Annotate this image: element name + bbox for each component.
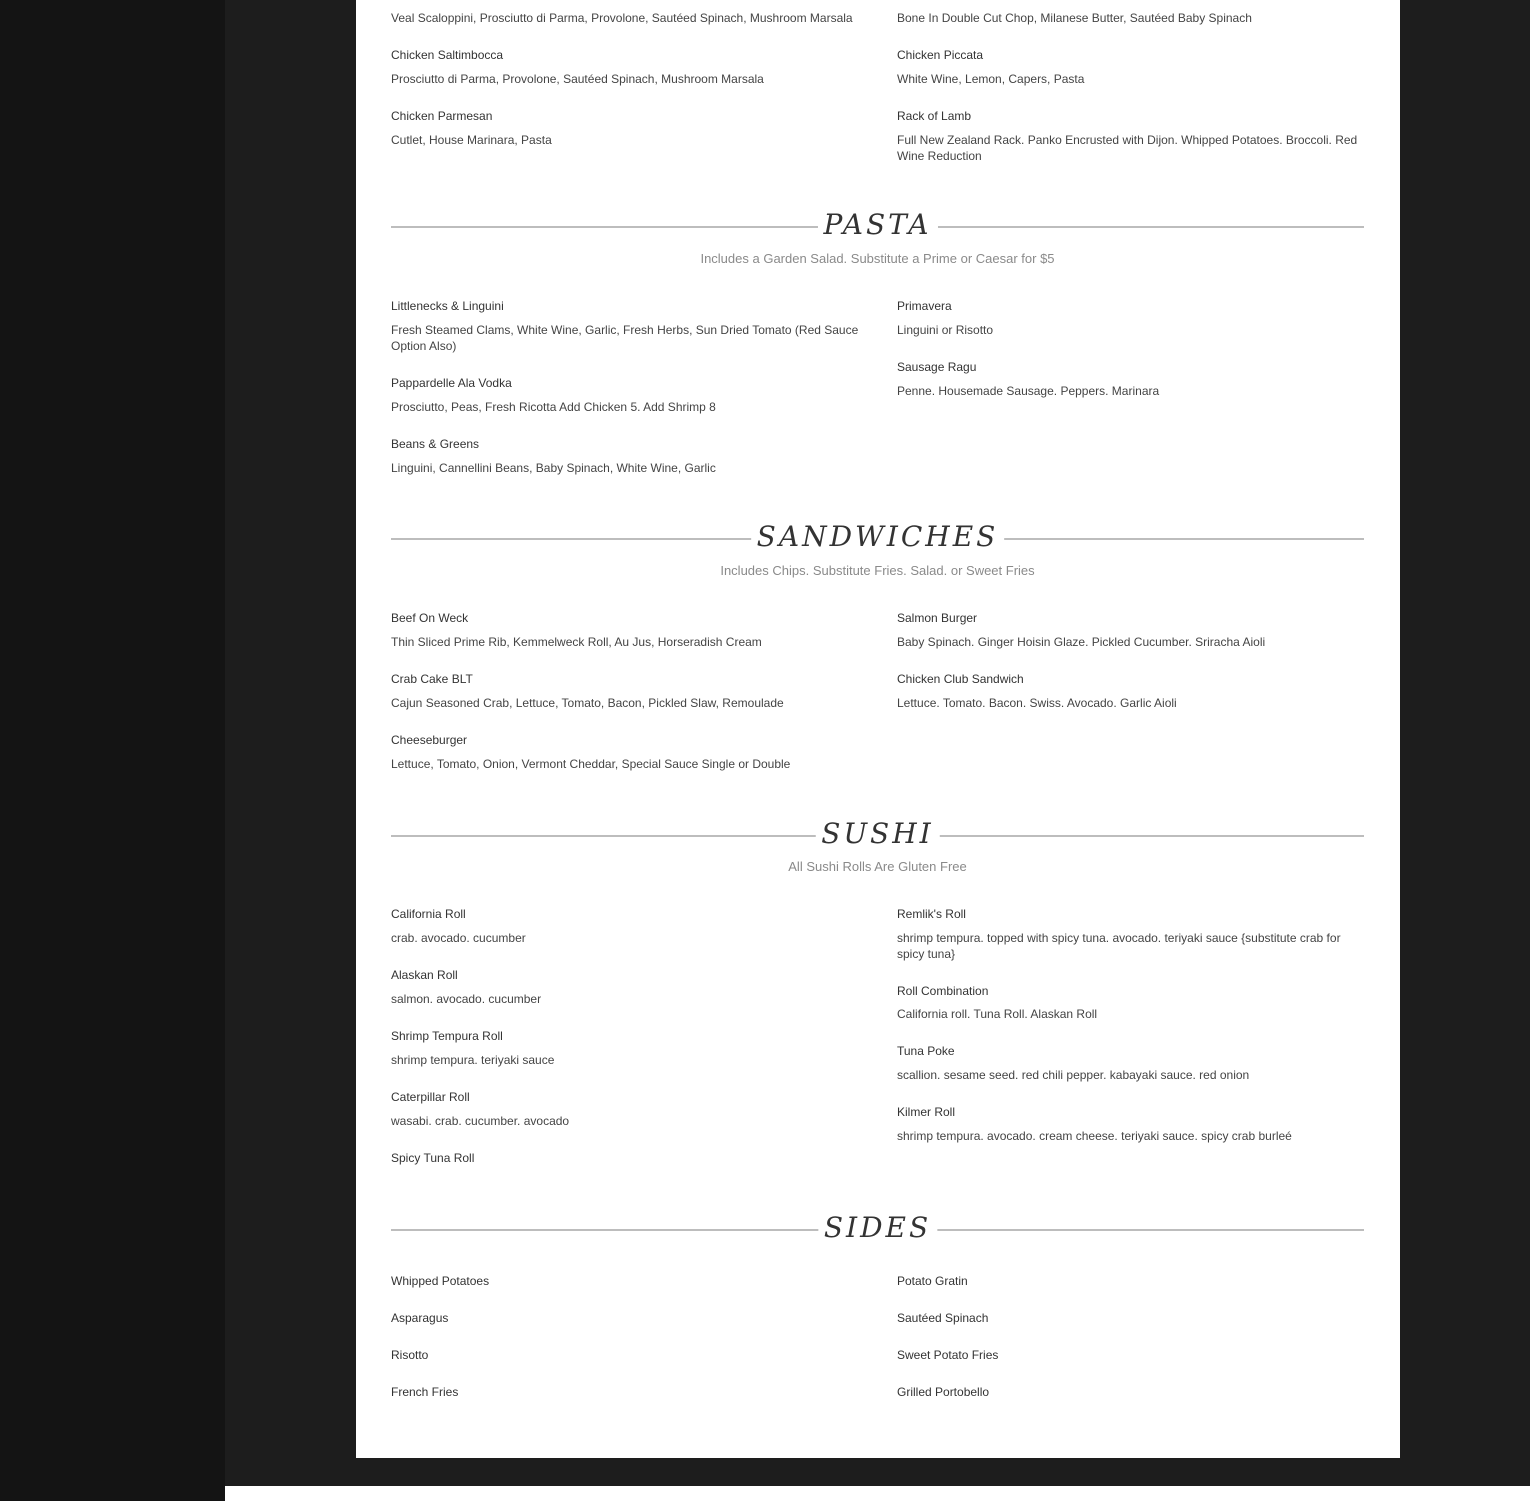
menu-item-name: Beans & Greens bbox=[391, 437, 480, 451]
sides-section-heading bbox=[391, 1210, 1364, 1250]
menu-item bbox=[391, 1028, 861, 1068]
menu-item-name: Chicken Piccata bbox=[897, 48, 984, 62]
menu-item-name: Pappardelle Ala Vodka bbox=[391, 376, 512, 390]
menu-item-description: shrimp tempura. teriyaki sauce bbox=[391, 1053, 555, 1067]
menu-item-description: Cajun Seasoned Crab, Lettuce, Tomato, Bacon, Pickled Slaw, Remoulade bbox=[391, 696, 784, 710]
menu-item bbox=[897, 1384, 1367, 1400]
menu-item bbox=[897, 671, 1367, 711]
menu-item-name: Littlenecks & Linguini bbox=[391, 299, 504, 313]
menu-item bbox=[897, 610, 1367, 650]
sandwiches-right-column bbox=[897, 610, 1367, 732]
menu-item-name: French Fries bbox=[391, 1385, 459, 1399]
menu-item bbox=[897, 1273, 1367, 1289]
menu-item-description: Lettuce, Tomato, Onion, Vermont Cheddar, Special Sauce Single or Double bbox=[391, 757, 791, 771]
menu-item bbox=[897, 10, 1367, 26]
menu-item-name: Potato Gratin bbox=[897, 1274, 968, 1288]
menu-item-description: Linguini, Cannellini Beans, Baby Spinach, White Wine, Garlic bbox=[391, 461, 716, 475]
menu-item-name: Primavera bbox=[897, 299, 952, 313]
menu-item bbox=[897, 1043, 1367, 1083]
menu-item-description: Prosciutto, Peas, Fresh Ricotta Add Chicken 5. Add Shrimp 8 bbox=[391, 400, 716, 414]
entrees-right-column bbox=[897, 10, 1367, 185]
section-title: SIDES bbox=[818, 1210, 937, 1246]
sides-left-column bbox=[391, 1273, 861, 1421]
menu-item-description: White Wine, Lemon, Capers, Pasta bbox=[897, 72, 1085, 86]
menu-item-description: California roll. Tuna Roll. Alaskan Roll bbox=[897, 1007, 1098, 1021]
menu-item-description: Veal Scaloppini, Prosciutto di Parma, Provolone, Sautéed Spinach, Mushroom Marsala bbox=[391, 11, 853, 25]
menu-item bbox=[391, 47, 861, 87]
pasta-section-note: Includes a Garden Salad. Substitute a Prime or Caesar for $5 bbox=[700, 251, 1055, 266]
menu-item bbox=[897, 1347, 1367, 1363]
menu-item bbox=[897, 359, 1367, 399]
menu-item bbox=[391, 1089, 861, 1129]
menu-item-description: crab. avocado. cucumber bbox=[391, 931, 526, 945]
menu-item-name: Chicken Saltimbocca bbox=[391, 48, 504, 62]
menu-item bbox=[391, 1347, 861, 1363]
menu-item-name: Salmon Burger bbox=[897, 611, 978, 625]
menu-item-name: Kilmer Roll bbox=[897, 1105, 956, 1119]
menu-item-description: shrimp tempura. topped with spicy tuna. avocado. teriyaki sauce {substitute crab for spicy tuna} bbox=[897, 931, 1341, 961]
menu-item bbox=[897, 906, 1367, 962]
menu-item bbox=[391, 967, 861, 1007]
menu-item-description: Cutlet, House Marinara, Pasta bbox=[391, 133, 552, 147]
sandwiches-left-column bbox=[391, 610, 861, 793]
menu-item-name: Chicken Parmesan bbox=[391, 109, 493, 123]
sandwiches-section-heading bbox=[391, 519, 1364, 559]
menu-item bbox=[391, 732, 861, 772]
menu-item bbox=[391, 671, 861, 711]
menu-card bbox=[356, 0, 1400, 1458]
sandwiches-section-note: Includes Chips. Substitute Fries. Salad. or Sweet Fries bbox=[720, 563, 1035, 578]
menu-item-name: Chicken Club Sandwich bbox=[897, 672, 1024, 686]
menu-item-name: Sautéed Spinach bbox=[897, 1311, 989, 1325]
menu-item-name: Sausage Ragu bbox=[897, 360, 977, 374]
menu-item bbox=[391, 108, 861, 148]
menu-item bbox=[897, 47, 1367, 87]
menu-item-description: Prosciutto di Parma, Provolone, Sautéed Spinach, Mushroom Marsala bbox=[391, 72, 764, 86]
menu-item-description: salmon. avocado. cucumber bbox=[391, 992, 542, 1006]
menu-item-description: scallion. sesame seed. red chili pepper. kabayaki sauce. red onion bbox=[897, 1068, 1250, 1082]
menu-item bbox=[897, 108, 1367, 164]
menu-item-name: Grilled Portobello bbox=[897, 1385, 990, 1399]
menu-item bbox=[391, 1310, 861, 1326]
footer-bar bbox=[225, 1486, 1530, 1501]
section-title: SANDWICHES bbox=[751, 519, 1005, 555]
sides-right-column bbox=[897, 1273, 1367, 1421]
menu-item-description: Thin Sliced Prime Rib, Kemmelweck Roll, Au Jus, Horseradish Cream bbox=[391, 635, 762, 649]
menu-item bbox=[391, 1384, 861, 1400]
left-sidebar-background bbox=[0, 0, 225, 1501]
sushi-section-heading bbox=[391, 816, 1364, 856]
menu-item-description: Penne. Housemade Sausage. Peppers. Marinara bbox=[897, 384, 1160, 398]
menu-item-name: Tuna Poke bbox=[897, 1044, 955, 1058]
menu-item-description: wasabi. crab. cucumber. avocado bbox=[391, 1114, 570, 1128]
menu-item-description: Bone In Double Cut Chop, Milanese Butter, Sautéed Baby Spinach bbox=[897, 11, 1252, 25]
menu-item bbox=[897, 1310, 1367, 1326]
entrees-left-column bbox=[391, 10, 861, 169]
menu-item bbox=[897, 298, 1367, 338]
menu-item bbox=[391, 298, 861, 354]
menu-item-name: Beef On Weck bbox=[391, 611, 469, 625]
menu-item-description: Full New Zealand Rack. Panko Encrusted with Dijon. Whipped Potatoes. Broccoli. Red Wine Reduction bbox=[897, 133, 1358, 163]
menu-item-name: Whipped Potatoes bbox=[391, 1274, 490, 1288]
menu-item-name: Roll Combination bbox=[897, 984, 989, 998]
section-title: SUSHI bbox=[815, 816, 939, 852]
menu-item bbox=[391, 375, 861, 415]
menu-item-name: Remlik's Roll bbox=[897, 907, 966, 921]
menu-item bbox=[391, 610, 861, 650]
menu-item bbox=[897, 983, 1367, 1022]
menu-item-description: Fresh Steamed Clams, White Wine, Garlic, Fresh Herbs, Sun Dried Tomato (Red Sauce Option Also) bbox=[391, 323, 859, 353]
pasta-right-column bbox=[897, 298, 1367, 420]
menu-item-name: Cheeseburger bbox=[391, 733, 468, 747]
menu-item-name: Asparagus bbox=[391, 1311, 449, 1325]
menu-item bbox=[391, 906, 861, 946]
menu-item bbox=[391, 10, 861, 26]
sushi-section-note: All Sushi Rolls Are Gluten Free bbox=[788, 859, 967, 874]
menu-item-name: Sweet Potato Fries bbox=[897, 1348, 999, 1362]
menu-item-name: Spicy Tuna Roll bbox=[391, 1151, 475, 1165]
pasta-section-heading bbox=[391, 207, 1364, 247]
menu-item-description: Lettuce. Tomato. Bacon. Swiss. Avocado. Garlic Aioli bbox=[897, 696, 1177, 710]
menu-item-name: Crab Cake BLT bbox=[391, 672, 473, 686]
menu-item bbox=[897, 1104, 1367, 1144]
pasta-left-column bbox=[391, 298, 861, 497]
menu-item bbox=[391, 1273, 861, 1289]
menu-item-name: Rack of Lamb bbox=[897, 109, 972, 123]
sushi-left-column bbox=[391, 906, 861, 1187]
menu-item-description: Linguini or Risotto bbox=[897, 323, 994, 337]
menu-item-description: shrimp tempura. avocado. cream cheese. teriyaki sauce. spicy crab burleé bbox=[897, 1129, 1292, 1143]
menu-item-name: California Roll bbox=[391, 907, 466, 921]
menu-item bbox=[391, 436, 861, 476]
menu-item-name: Caterpillar Roll bbox=[391, 1090, 470, 1104]
menu-item bbox=[391, 1150, 861, 1166]
menu-item-description: Baby Spinach. Ginger Hoisin Glaze. Pickled Cucumber. Sriracha Aioli bbox=[897, 635, 1266, 649]
section-title: PASTA bbox=[817, 207, 937, 243]
menu-item-name: Alaskan Roll bbox=[391, 968, 458, 982]
menu-item-name: Shrimp Tempura Roll bbox=[391, 1029, 503, 1043]
sushi-right-column bbox=[897, 906, 1367, 1165]
menu-item-name: Risotto bbox=[391, 1348, 429, 1362]
